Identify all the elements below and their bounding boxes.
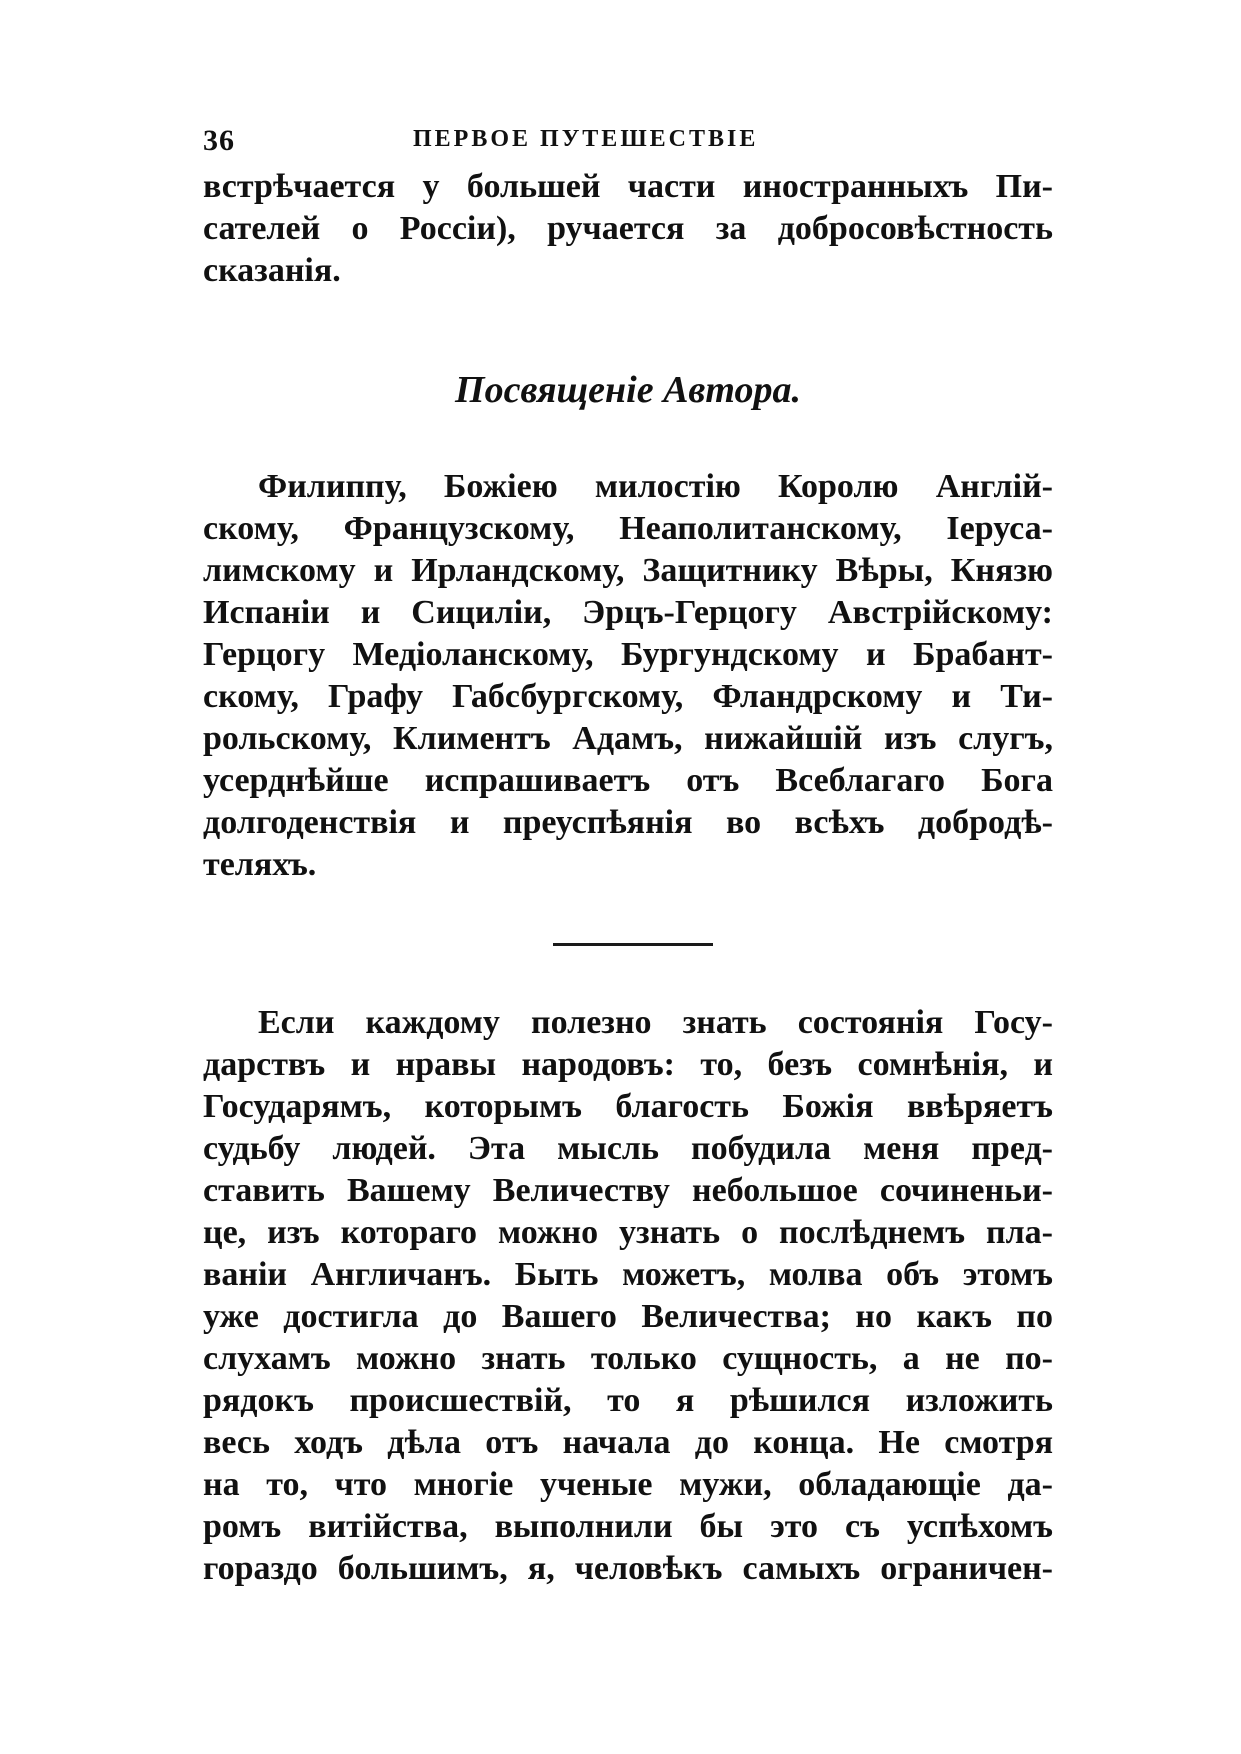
text-line: сателей о Россіи), ручается за добросовѣстность bbox=[203, 210, 1053, 247]
text-line: лимскому и Ирландскому, Защитнику Вѣры, Князю bbox=[203, 552, 1053, 589]
text-line: усерднѣйше испрашиваетъ отъ Всеблагаго Бога bbox=[203, 762, 1053, 799]
text-line: сказанія. bbox=[203, 252, 341, 289]
text-line: гораздо большимъ, я, человѣкъ самыхъ ограничен- bbox=[203, 1550, 1053, 1587]
text-line: рядокъ происшествій, то я рѣшился изложить bbox=[203, 1382, 1053, 1419]
text-line: Филиппу, Божіею милостію Королю Англій- bbox=[258, 468, 1053, 505]
text-line: на то, что многіе ученые мужи, обладающіе да- bbox=[203, 1466, 1053, 1503]
text-line: долгоденствія и преуспѣянія во всѣхъ добродѣ- bbox=[203, 804, 1053, 841]
text-line: слухамъ можно знать только сущность, а не по- bbox=[203, 1340, 1053, 1377]
text-line: ваніи Англичанъ. Быть можетъ, молва объ этомъ bbox=[203, 1256, 1053, 1293]
section-divider bbox=[553, 943, 713, 946]
text-line: Герцогу Медіоланскому, Бургундскому и Брабант- bbox=[203, 636, 1053, 673]
section-heading: Посвященіе Автора. bbox=[455, 369, 801, 411]
text-line: дарствъ и нравы народовъ: то, безъ сомнѣнія, и bbox=[203, 1046, 1053, 1083]
text-line: ставить Вашему Величеству небольшое сочиненьи- bbox=[203, 1172, 1053, 1209]
text-line: Если каждому полезно знать состоянія Госу- bbox=[258, 1004, 1053, 1041]
text-line: це, изъ котораго можно узнать о послѣднемъ пла- bbox=[203, 1214, 1053, 1251]
running-head bbox=[203, 124, 1053, 164]
text-line: уже достигла до Вашего Величества; но какъ по bbox=[203, 1298, 1053, 1335]
text-line: ромъ витійства, выполнили бы это съ успѣхомъ bbox=[203, 1508, 1053, 1545]
text-line: встрѣчается у большей части иностранныхъ Пи- bbox=[203, 168, 1053, 205]
text-line: весь ходъ дѣла отъ начала до конца. Не смотря bbox=[203, 1424, 1053, 1461]
page-number: 36 bbox=[203, 124, 235, 157]
text-line: рольскому, Климентъ Адамъ, нижайшій изъ слугъ, bbox=[203, 720, 1053, 757]
text-line: теляхъ. bbox=[203, 846, 317, 883]
text-line: судьбу людей. Эта мысль побудила меня пред- bbox=[203, 1130, 1053, 1167]
text-line: скому, Французскому, Неаполитанскому, Іеруса- bbox=[203, 510, 1053, 547]
running-title: ПЕРВОЕ ПУТЕШЕСТВІЕ bbox=[413, 126, 759, 152]
text-line: Испаніи и Сициліи, Эрцъ-Герцогу Австрійскому: bbox=[203, 594, 1053, 631]
text-line: Государямъ, которымъ благость Божія ввѣряетъ bbox=[203, 1088, 1053, 1125]
text-line: скому, Графу Габсбургскому, Фландрскому и Ти- bbox=[203, 678, 1053, 715]
